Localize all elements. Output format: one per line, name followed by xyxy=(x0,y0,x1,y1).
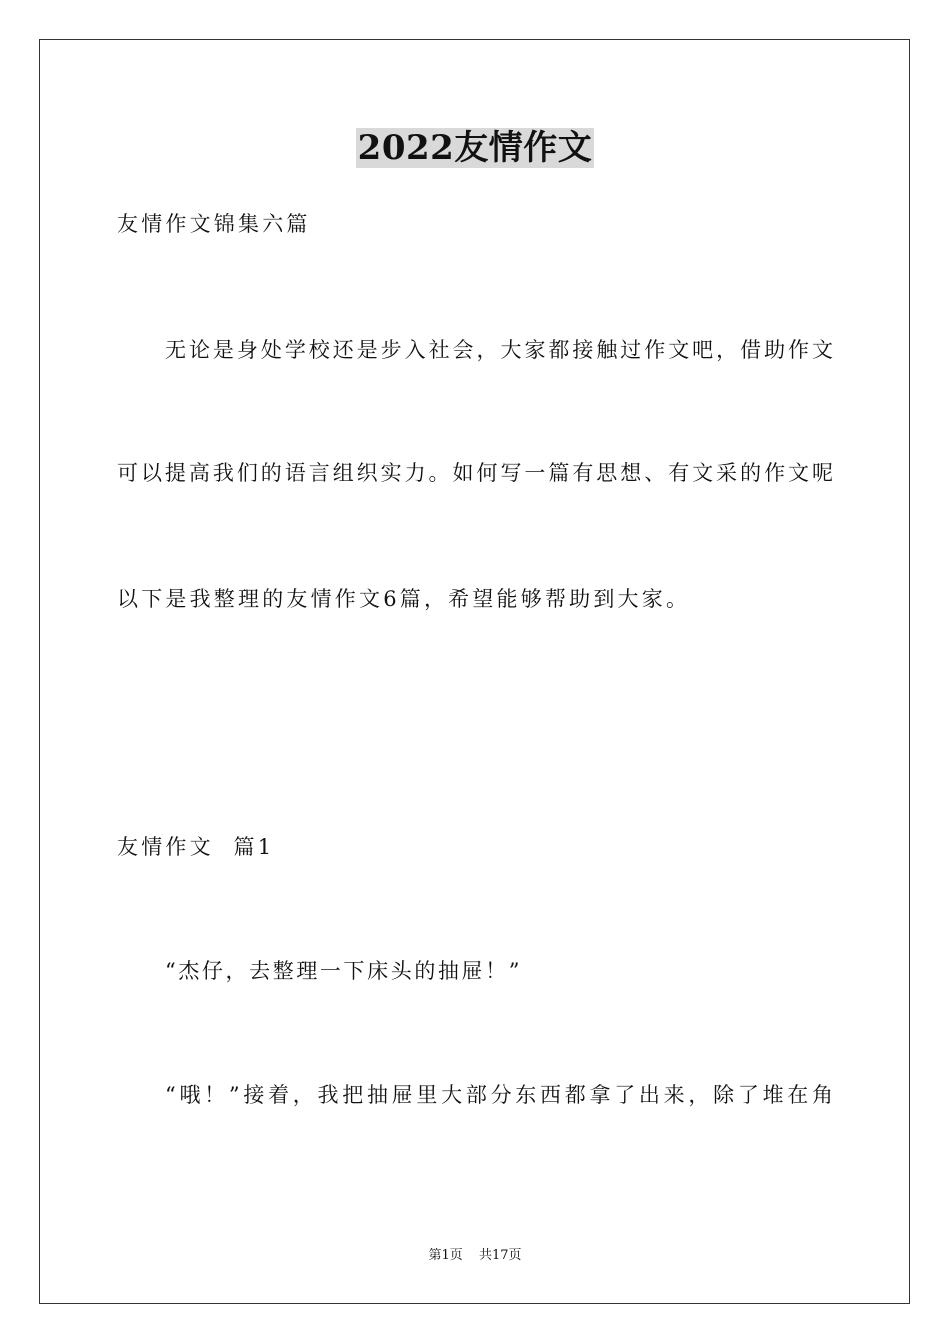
intro-line-3: 以下是我整理的友情作文6篇，希望能够帮助到大家。 xyxy=(117,587,691,611)
body-line-1: “杰仔，去整理一下床头的抽屉！” xyxy=(165,959,523,983)
page-total: 共17页 xyxy=(478,1248,522,1263)
document-title: 2022友情作文 xyxy=(357,128,593,168)
document-title-wrap xyxy=(0,128,950,168)
section-heading: 友情作文 篇1 xyxy=(117,835,275,859)
page-footer xyxy=(0,1248,950,1264)
page-number: 第1页 xyxy=(428,1248,463,1263)
intro-line-2: 可以提高我们的语言组织实力。如何写一篇有思想、有文采的作文呢 xyxy=(117,461,833,485)
subtitle: 友情作文锦集六篇 xyxy=(117,212,311,236)
body-line-2: “哦！”接着，我把抽屉里大部分东西都拿了出来，除了堆在角 xyxy=(165,1083,833,1107)
intro-line-1: 无论是身处学校还是步入社会，大家都接触过作文吧，借助作文 xyxy=(165,338,833,362)
